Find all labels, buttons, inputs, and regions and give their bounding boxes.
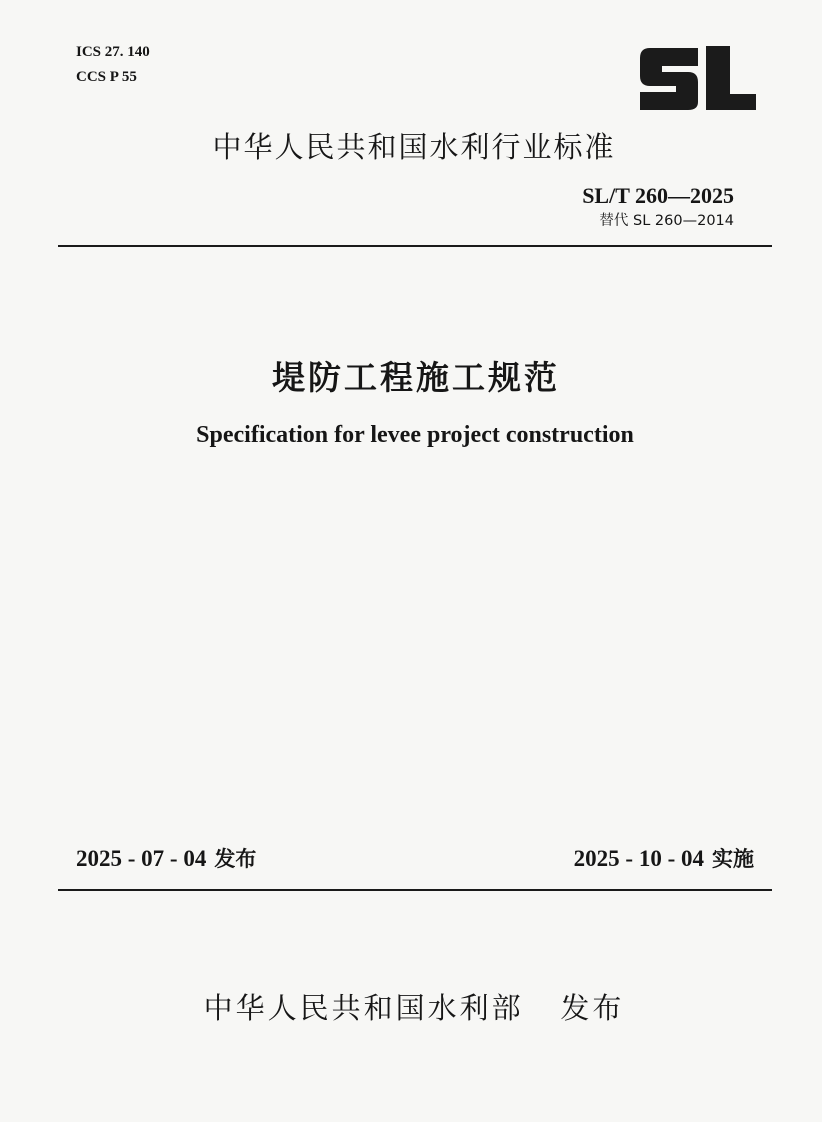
effective-date: 2025 - 10 - 04 bbox=[573, 846, 704, 871]
effective-label: 实施 bbox=[712, 847, 754, 871]
issuer-name: 中华人民共和国水利部 bbox=[203, 991, 524, 1025]
issue-date: 2025 - 07 - 04 bbox=[76, 846, 207, 871]
standard-number-block bbox=[582, 183, 734, 232]
replaces-standard: 替代 SL 260—2014 bbox=[599, 213, 734, 229]
issuer-line bbox=[0, 986, 822, 1027]
industry-standard-title: 中华人民共和国水利行业标准 bbox=[212, 130, 616, 164]
standard-number: SL/T 260—2025 bbox=[582, 183, 734, 208]
effective-date-line bbox=[574, 843, 754, 873]
document-title-english: Specification for levee project construction bbox=[196, 422, 634, 448]
sl-logo bbox=[636, 44, 758, 112]
document-title-chinese: 堤防工程施工规范 bbox=[272, 358, 560, 397]
issue-label: 发布 bbox=[214, 847, 257, 871]
issue-date-line bbox=[76, 843, 256, 873]
ccs-code: CCS P 55 bbox=[76, 69, 137, 85]
bottom-divider bbox=[58, 889, 772, 891]
issuer-action: 发布 bbox=[560, 991, 625, 1025]
ics-code: ICS 27. 140 bbox=[76, 44, 150, 60]
classification-codes bbox=[76, 40, 150, 90]
top-divider bbox=[58, 245, 772, 247]
